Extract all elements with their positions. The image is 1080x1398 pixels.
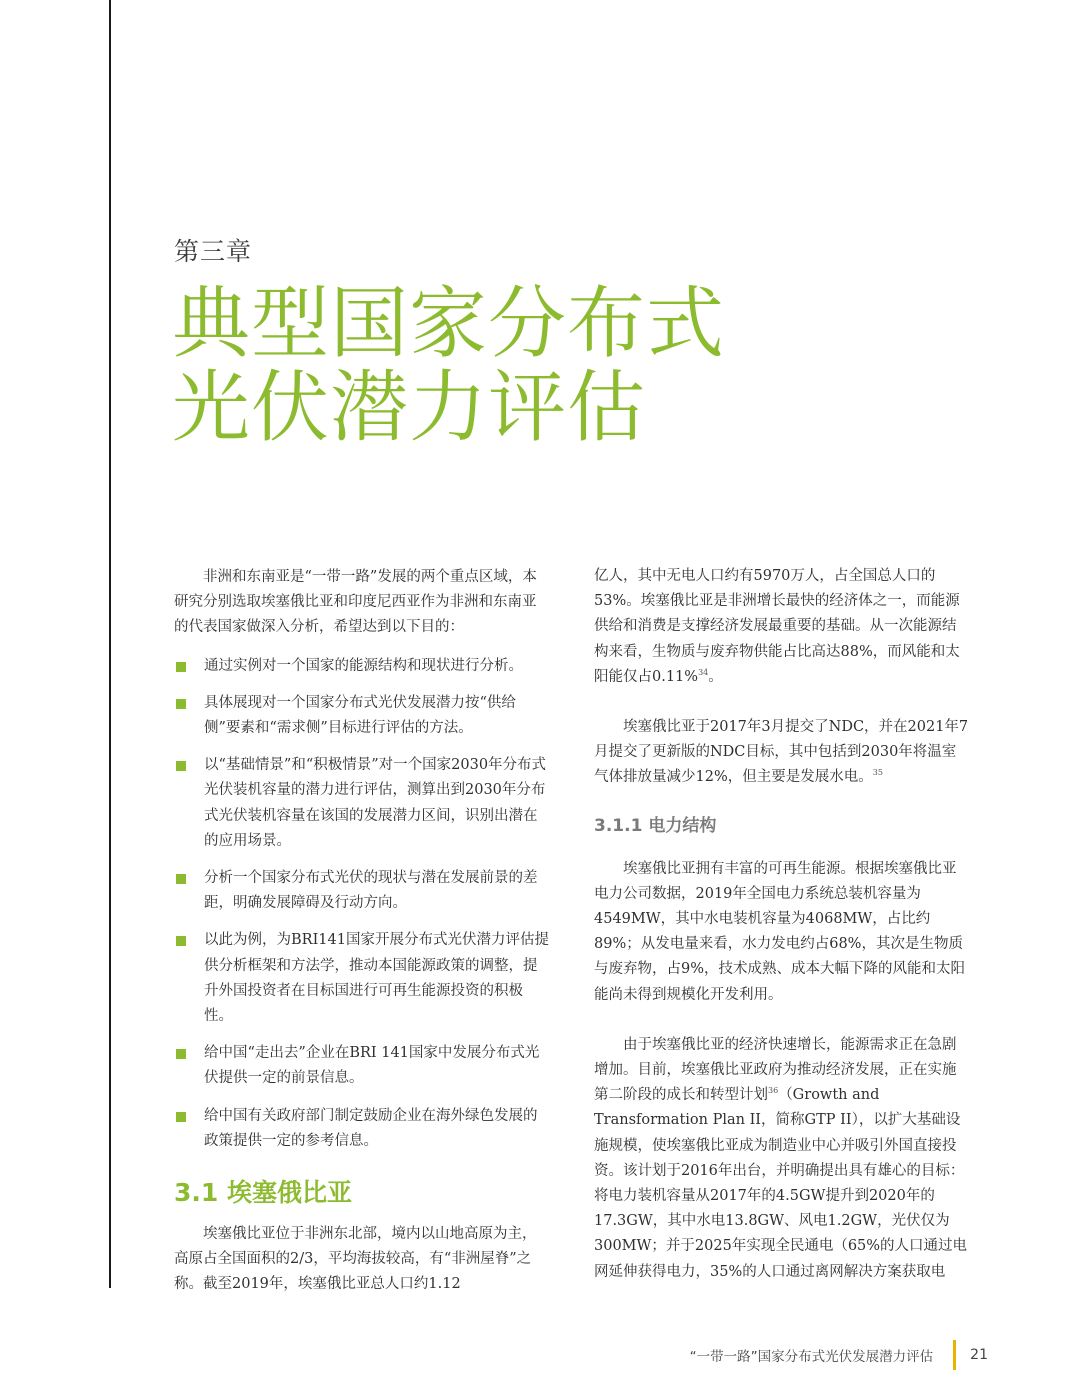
left-column bbox=[174, 565, 550, 1298]
left-margin-rule bbox=[109, 0, 111, 1288]
list-item: 给中国“走出去”企业在BRI 141国家中发展分布式光伏提供一定的前景信息。 bbox=[174, 1041, 550, 1091]
subsection-heading-power-structure: 3.1.1 电力结构 bbox=[594, 815, 717, 836]
power-structure-paragraph: 埃塞俄比亚拥有丰富的可再生能源。根据埃塞俄比亚电力公司数据，2019年全国电力系统总装机容量为4549MW，其中水电装机容量为4068MW，占比约89%；从发电量来看，水力发电约占68%，其次是生物质与废弃物，占9%，技术成熟、成本大幅下降的风能和太阳能尚未得到规模化开发利用。 bbox=[594, 860, 966, 1003]
list-item: 以此为例，为BRI141国家开展分布式光伏潜力评估提供分析框架和方法学，推动本国能源政策的调整，提升外国投资者在目标国进行可再生能源投资的积极性。 bbox=[174, 928, 550, 1029]
paragraph-spacer bbox=[594, 1008, 970, 1033]
green-square-bullet-icon bbox=[176, 699, 186, 709]
chapter-title-line-2: 光伏潜力评估 bbox=[172, 363, 647, 453]
chapter-title-line-1: 典型国家分布式 bbox=[172, 279, 726, 369]
publication-title: “一带一路”国家分布式光伏发展潜力评估 bbox=[689, 1349, 934, 1365]
paragraph-spacer bbox=[594, 690, 970, 715]
list-item: 给中国有关政府部门制定鼓励企业在海外绿色发展的政策提供一定的参考信息。 bbox=[174, 1104, 550, 1154]
green-square-bullet-icon bbox=[176, 662, 186, 672]
page-footer bbox=[690, 1340, 988, 1370]
ndc-paragraph: 埃塞俄比亚于2017年3月提交了NDC，并在2021年7月提交了更新版的NDC目标，其中包括到2030年将温室气体排放量减少12%，但主要是发展水电。$^{35}$ bbox=[594, 719, 969, 786]
chapter-title bbox=[172, 279, 726, 453]
green-square-bullet-icon bbox=[176, 874, 186, 884]
footnote-ref: 34 bbox=[698, 667, 709, 677]
ethiopia-overview-paragraph: 埃塞俄比亚位于非洲东北部，境内以山地高原为主，高原占全国面积的2/3，平均海拔较高，有“非洲屋脊”之称。截至2019年，埃塞俄比亚总人口约1.12 bbox=[174, 1226, 537, 1293]
footnote-ref: 35 bbox=[872, 768, 883, 778]
list-item: 通过实例对一个国家的能源结构和现状进行分析。 bbox=[174, 654, 550, 679]
green-square-bullet-icon bbox=[176, 936, 186, 946]
list-item: 具体展现对一个国家分布式光伏发展潜力按“供给侧”要素和“需求侧”目标进行评估的方法。 bbox=[174, 691, 550, 741]
growth-plan-paragraph: 由于埃塞俄比亚的经济快速增长，能源需求正在急剧增加。目前，埃塞俄比亚政府为推动经济发展，正在实施第二阶段的成长和转型计划$^{36}$（Growth and Transformation Plan II，简称GTP II），以扩大基础设施规模，使埃塞俄比亚成为制造业中心并吸引外国直接投资。该计划于2016年出台，并明确提出具有雄心的目标：将电力装机容量从2017年的4.5GW提升到2020年的17.3GW，其中水电13.8GW、风电1.2GW，光伏仅为300MW；并于2025年实现全民通电（65%的人口通过电网延伸获得电力，35%的人口通过离网解决方案获取电 bbox=[594, 1036, 968, 1280]
list-item: 分析一个国家分布式光伏的现状与潜在发展前景的差距，明确发展障碍及行动方向。 bbox=[174, 866, 550, 916]
footnote-ref: 36 bbox=[768, 1086, 779, 1096]
list-item: 以“基础情景”和“积极情景”对一个国家2030年分布式光伏装机容量的潜力进行评估，测算出到2030年分布式光伏装机容量在该国的发展潜力区间，识别出潜在的应用场景。 bbox=[174, 753, 550, 854]
footer-divider-bar bbox=[953, 1340, 956, 1370]
population-energy-paragraph: 亿人，其中无电人口约有5970万人，占全国总人口的53%。埃塞俄比亚是非洲增长最快的经济体之一，而能源供给和消费是支撑经济发展最重要的基础。从一次能源结构来看，生物质与废弃物供能占比高达88%，而风能和太阳能仅占0.11%$^{34}$。 bbox=[594, 568, 960, 685]
green-square-bullet-icon bbox=[176, 761, 186, 771]
intro-paragraph: 非洲和东南亚是“一带一路”发展的两个重点区域，本研究分别选取埃塞俄比亚和印度尼西亚作为非洲和东南亚的代表国家做深入分析，希望达到以下目的： bbox=[174, 569, 537, 636]
section-heading-ethiopia: 3.1 埃塞俄比亚 bbox=[174, 1178, 352, 1208]
objectives-list bbox=[174, 654, 550, 1154]
green-square-bullet-icon bbox=[176, 1112, 186, 1122]
page-number: 21 bbox=[970, 1347, 988, 1363]
green-square-bullet-icon bbox=[176, 1049, 186, 1059]
right-column bbox=[594, 564, 970, 1285]
chapter-label: 第三章 bbox=[174, 237, 253, 266]
